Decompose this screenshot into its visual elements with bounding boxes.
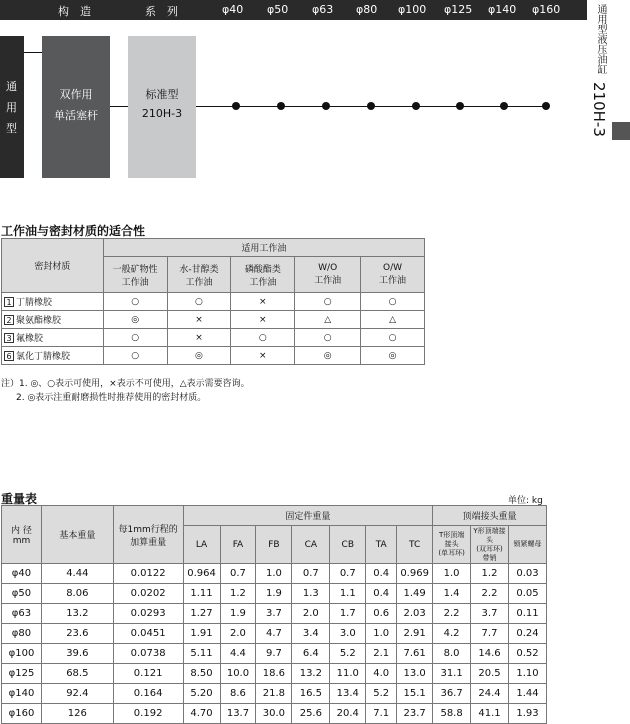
compat-cell: ○ [103, 293, 167, 311]
fixed-weight-cell: 21.8 [256, 684, 292, 704]
rod-end-weight-cell: 20.5 [471, 664, 509, 684]
rod-col-header: T形顶端 接头 (单耳环) [433, 526, 471, 564]
fixed-weight-cell: 1.3 [292, 584, 330, 604]
per-mm-cell: 0.0202 [113, 584, 183, 604]
weight-section-title: 重量表 [1, 492, 38, 506]
fixed-weight-cell: 4.4 [220, 644, 256, 664]
rod-end-weight-cell: 1.2 [471, 564, 509, 584]
fixed-col-header: TC [397, 526, 433, 564]
compat-cell: ◎ [167, 347, 231, 365]
fixed-weight-cell: 1.9 [220, 604, 256, 624]
rod-end-weight-cell: 24.4 [471, 684, 509, 704]
fixed-weight-cell: 11.0 [330, 664, 366, 684]
side-category-title: 通用型液压油缸 [595, 4, 606, 74]
oil-header: 适用工作油 [103, 239, 424, 257]
rod-end-weight-cell: 4.2 [433, 624, 471, 644]
fixed-weight-cell: 7.61 [397, 644, 433, 664]
oil-type-header: O/W 工作油 [361, 257, 425, 293]
rod-end-weight-cell: 2.2 [471, 584, 509, 604]
fixed-weight-cell: 13.7 [220, 704, 256, 724]
fixed-weight-cell: 1.1 [330, 584, 366, 604]
fixed-weight-cell: 13.4 [330, 684, 366, 704]
fixed-weight-cell: 16.5 [292, 684, 330, 704]
compat-note-2: 2. ◎表示注重耐磨损性时推荐使用的密封材质。 [16, 393, 207, 403]
fixed-weight-cell: 4.7 [256, 624, 292, 644]
compat-cell: × [231, 347, 295, 365]
fixed-weight-cell: 2.0 [292, 604, 330, 624]
connector-line [24, 52, 42, 53]
bore-label: φ140 [488, 3, 517, 16]
fixed-col-header: TA [366, 526, 397, 564]
availability-dot [367, 102, 375, 110]
rod-end-weight-cell: 58.8 [433, 704, 471, 724]
per-mm-header: 每1mm行程的 加算重量 [113, 506, 183, 564]
fixed-weight-cell: 6.4 [292, 644, 330, 664]
fixed-weight-cell: 1.2 [220, 584, 256, 604]
compat-cell: × [167, 311, 231, 329]
fixed-weight-cell: 5.20 [183, 684, 220, 704]
fixed-weight-cell: 1.0 [366, 624, 397, 644]
fixed-weight-cell: 0.964 [183, 564, 220, 584]
bore-label: φ80 [356, 3, 378, 16]
base-weight-cell: 68.5 [41, 664, 113, 684]
rod-end-weight-cell: 31.1 [433, 664, 471, 684]
standard-type-line: 210H-3 [141, 107, 183, 120]
compat-note-1: 注）1. ◎、○表示可使用，×表示不可使用，△表示需要咨询。 [1, 379, 250, 389]
fixed-weight-cell: 0.7 [220, 564, 256, 584]
fixed-weight-cell: 7.1 [366, 704, 397, 724]
bore-cell: φ50 [2, 584, 42, 604]
compat-cell: ◎ [103, 311, 167, 329]
fixed-weight-cell: 13.2 [292, 664, 330, 684]
table-row [2, 311, 425, 329]
table-row [2, 664, 547, 684]
table-row [2, 347, 425, 365]
fixed-weight-cell: 0.969 [397, 564, 433, 584]
rod-col-header: Y形顶端接头 (双耳环) 带销 [471, 526, 509, 564]
bore-label: φ40 [222, 3, 244, 16]
oil-type-header: 磷酸酯类 工作油 [231, 257, 295, 293]
compat-cell: △ [361, 311, 425, 329]
per-mm-cell: 0.0122 [113, 564, 183, 584]
per-mm-cell: 0.192 [113, 704, 183, 724]
fixed-weight-cell: 3.7 [256, 604, 292, 624]
base-weight-header: 基本重量 [41, 506, 113, 564]
bore-label: φ160 [532, 3, 561, 16]
fixed-weight-cell: 2.91 [397, 624, 433, 644]
series-header-bar [0, 0, 587, 20]
rod-end-weight-cell: 1.44 [508, 684, 546, 704]
fixed-col-header: CA [292, 526, 330, 564]
base-weight-cell: 23.6 [41, 624, 113, 644]
bore-cell: φ125 [2, 664, 42, 684]
fixed-weight-cell: 0.4 [366, 564, 397, 584]
rod-end-header: 顶端接头重量 [433, 506, 547, 526]
side-index-tab [612, 122, 630, 140]
fixed-weight-cell: 10.0 [220, 664, 256, 684]
fixed-weight-cell: 5.2 [366, 684, 397, 704]
bore-cell: φ160 [2, 704, 42, 724]
standard-type-block [128, 36, 196, 178]
per-mm-cell: 0.121 [113, 664, 183, 684]
fixed-weight-cell: 4.70 [183, 704, 220, 724]
compat-cell: ◎ [295, 347, 361, 365]
standard-type-line: 标准型 [145, 88, 179, 101]
fixed-weight-cell: 15.1 [397, 684, 433, 704]
per-mm-cell: 0.0451 [113, 624, 183, 644]
availability-dot [232, 102, 240, 110]
fixed-weight-cell: 1.0 [256, 564, 292, 584]
table-row [2, 329, 425, 347]
per-mm-cell: 0.0293 [113, 604, 183, 624]
rod-end-weight-cell: 36.7 [433, 684, 471, 704]
general-type-char: 通 [6, 80, 17, 93]
fixed-weight-cell: 1.27 [183, 604, 220, 624]
fixed-weight-cell: 0.6 [366, 604, 397, 624]
fixed-weight-cell: 13.0 [397, 664, 433, 684]
compat-cell: × [231, 293, 295, 311]
rod-end-weight-cell: 0.24 [508, 624, 546, 644]
bore-cell: φ140 [2, 684, 42, 704]
fixed-col-header: LA [183, 526, 220, 564]
double-acting-block [42, 36, 110, 178]
table-row [2, 293, 425, 311]
bore-cell: φ100 [2, 644, 42, 664]
fixed-weight-cell: 1.91 [183, 624, 220, 644]
rod-end-weight-cell: 2.2 [433, 604, 471, 624]
bore-label: φ100 [398, 3, 427, 16]
base-weight-cell: 13.2 [41, 604, 113, 624]
general-type-char: 用 [6, 101, 17, 114]
table-row [2, 584, 547, 604]
base-weight-cell: 126 [41, 704, 113, 724]
table-row [2, 704, 547, 724]
base-weight-cell: 8.06 [41, 584, 113, 604]
bore-cell: φ80 [2, 624, 42, 644]
rod-end-weight-cell: 1.0 [433, 564, 471, 584]
general-type-char: 型 [6, 122, 17, 135]
structure-label: 构 造 [58, 5, 91, 18]
fixed-weight-cell: 2.1 [366, 644, 397, 664]
fixed-weight-cell: 8.6 [220, 684, 256, 704]
fixed-weight-cell: 0.4 [366, 584, 397, 604]
compat-cell: ○ [231, 329, 295, 347]
compat-cell: ○ [361, 293, 425, 311]
table-row [2, 604, 547, 624]
table-row [2, 624, 547, 644]
table-row [2, 644, 547, 664]
rod-end-weight-cell: 1.10 [508, 664, 546, 684]
rod-end-weight-cell: 3.7 [471, 604, 509, 624]
oil-type-header: 水-甘醇类 工作油 [167, 257, 231, 293]
fixed-weight-cell: 0.7 [330, 564, 366, 584]
weight-unit: 单位: kg [508, 496, 543, 506]
per-mm-cell: 0.0738 [113, 644, 183, 664]
rod-end-weight-cell: 1.4 [433, 584, 471, 604]
compat-cell: ○ [103, 347, 167, 365]
bore-label: φ50 [267, 3, 289, 16]
seal-name-cell: 3 氟橡胶 [2, 329, 104, 347]
fixed-weight-cell: 2.0 [220, 624, 256, 644]
fixed-col-header: FA [220, 526, 256, 564]
oil-type-header: 一般矿物性 工作油 [103, 257, 167, 293]
fixed-weight-cell: 18.6 [256, 664, 292, 684]
rod-end-weight-cell: 14.6 [471, 644, 509, 664]
oil-type-header: W/O 工作油 [295, 257, 361, 293]
fixed-weight-cell: 2.03 [397, 604, 433, 624]
availability-dot [456, 102, 464, 110]
rod-end-weight-cell: 8.0 [433, 644, 471, 664]
fixed-weight-cell: 1.11 [183, 584, 220, 604]
bore-label: φ125 [444, 3, 473, 16]
rod-end-weight-cell: 0.05 [508, 584, 546, 604]
base-weight-cell: 39.6 [41, 644, 113, 664]
general-type-block [0, 36, 24, 178]
bore-cell: φ63 [2, 604, 42, 624]
compat-cell: ○ [103, 329, 167, 347]
rod-end-weight-cell: 0.03 [508, 564, 546, 584]
seal-name-cell: 1 丁腈橡胶 [2, 293, 104, 311]
rod-end-weight-cell: 1.93 [508, 704, 546, 724]
per-mm-cell: 0.164 [113, 684, 183, 704]
compat-cell: × [167, 329, 231, 347]
rod-end-weight-cell: 0.11 [508, 604, 546, 624]
compat-cell: × [231, 311, 295, 329]
availability-dot [322, 102, 330, 110]
availability-dot [500, 102, 508, 110]
fixed-weight-cell: 8.50 [183, 664, 220, 684]
fixed-weight-cell: 3.4 [292, 624, 330, 644]
fixed-weight-cell: 1.9 [256, 584, 292, 604]
series-label: 系 列 [145, 5, 178, 18]
availability-dot [542, 102, 550, 110]
fixed-weight-cell: 4.0 [366, 664, 397, 684]
bore-header: 内 径 mm [2, 506, 42, 564]
bore-cell: φ40 [2, 564, 42, 584]
table-row [2, 564, 547, 584]
compat-cell: △ [295, 311, 361, 329]
fixed-weight-header: 固定件重量 [183, 506, 433, 526]
compat-cell: ○ [167, 293, 231, 311]
fixed-weight-cell: 1.49 [397, 584, 433, 604]
fixed-weight-cell: 0.7 [292, 564, 330, 584]
seal-name-cell: 6 氯化丁腈橡胶 [2, 347, 104, 365]
compat-cell: ○ [361, 329, 425, 347]
compat-section-title: 工作油与密封材质的适合性 [1, 224, 146, 238]
compat-table [1, 238, 425, 365]
fixed-weight-cell: 5.2 [330, 644, 366, 664]
rod-end-weight-cell: 0.52 [508, 644, 546, 664]
base-weight-cell: 92.4 [41, 684, 113, 704]
base-weight-cell: 4.44 [41, 564, 113, 584]
bore-label: φ63 [312, 3, 334, 16]
weight-table [1, 505, 547, 724]
compat-cell: ◎ [361, 347, 425, 365]
fixed-weight-cell: 25.6 [292, 704, 330, 724]
fixed-col-header: FB [256, 526, 292, 564]
fixed-weight-cell: 9.7 [256, 644, 292, 664]
side-model-title: 210H-3 [590, 82, 608, 137]
fixed-weight-cell: 5.11 [183, 644, 220, 664]
fixed-weight-cell: 1.7 [330, 604, 366, 624]
availability-dot [412, 102, 420, 110]
table-row [2, 684, 547, 704]
connector-line [110, 106, 128, 107]
rod-end-weight-cell: 41.1 [471, 704, 509, 724]
compat-cell: ○ [295, 329, 361, 347]
availability-dot [277, 102, 285, 110]
fixed-col-header: CB [330, 526, 366, 564]
fixed-weight-cell: 30.0 [256, 704, 292, 724]
rod-col-header: 锁紧螺母 [508, 526, 546, 564]
fixed-weight-cell: 3.0 [330, 624, 366, 644]
seal-material-header: 密封材质 [2, 239, 104, 293]
piston-type-line: 双作用 [59, 88, 93, 101]
rod-end-weight-cell: 7.7 [471, 624, 509, 644]
seal-name-cell: 2 聚氨酯橡胶 [2, 311, 104, 329]
piston-type-line: 单活塞杆 [54, 109, 98, 122]
fixed-weight-cell: 20.4 [330, 704, 366, 724]
compat-cell: ○ [295, 293, 361, 311]
fixed-weight-cell: 23.7 [397, 704, 433, 724]
